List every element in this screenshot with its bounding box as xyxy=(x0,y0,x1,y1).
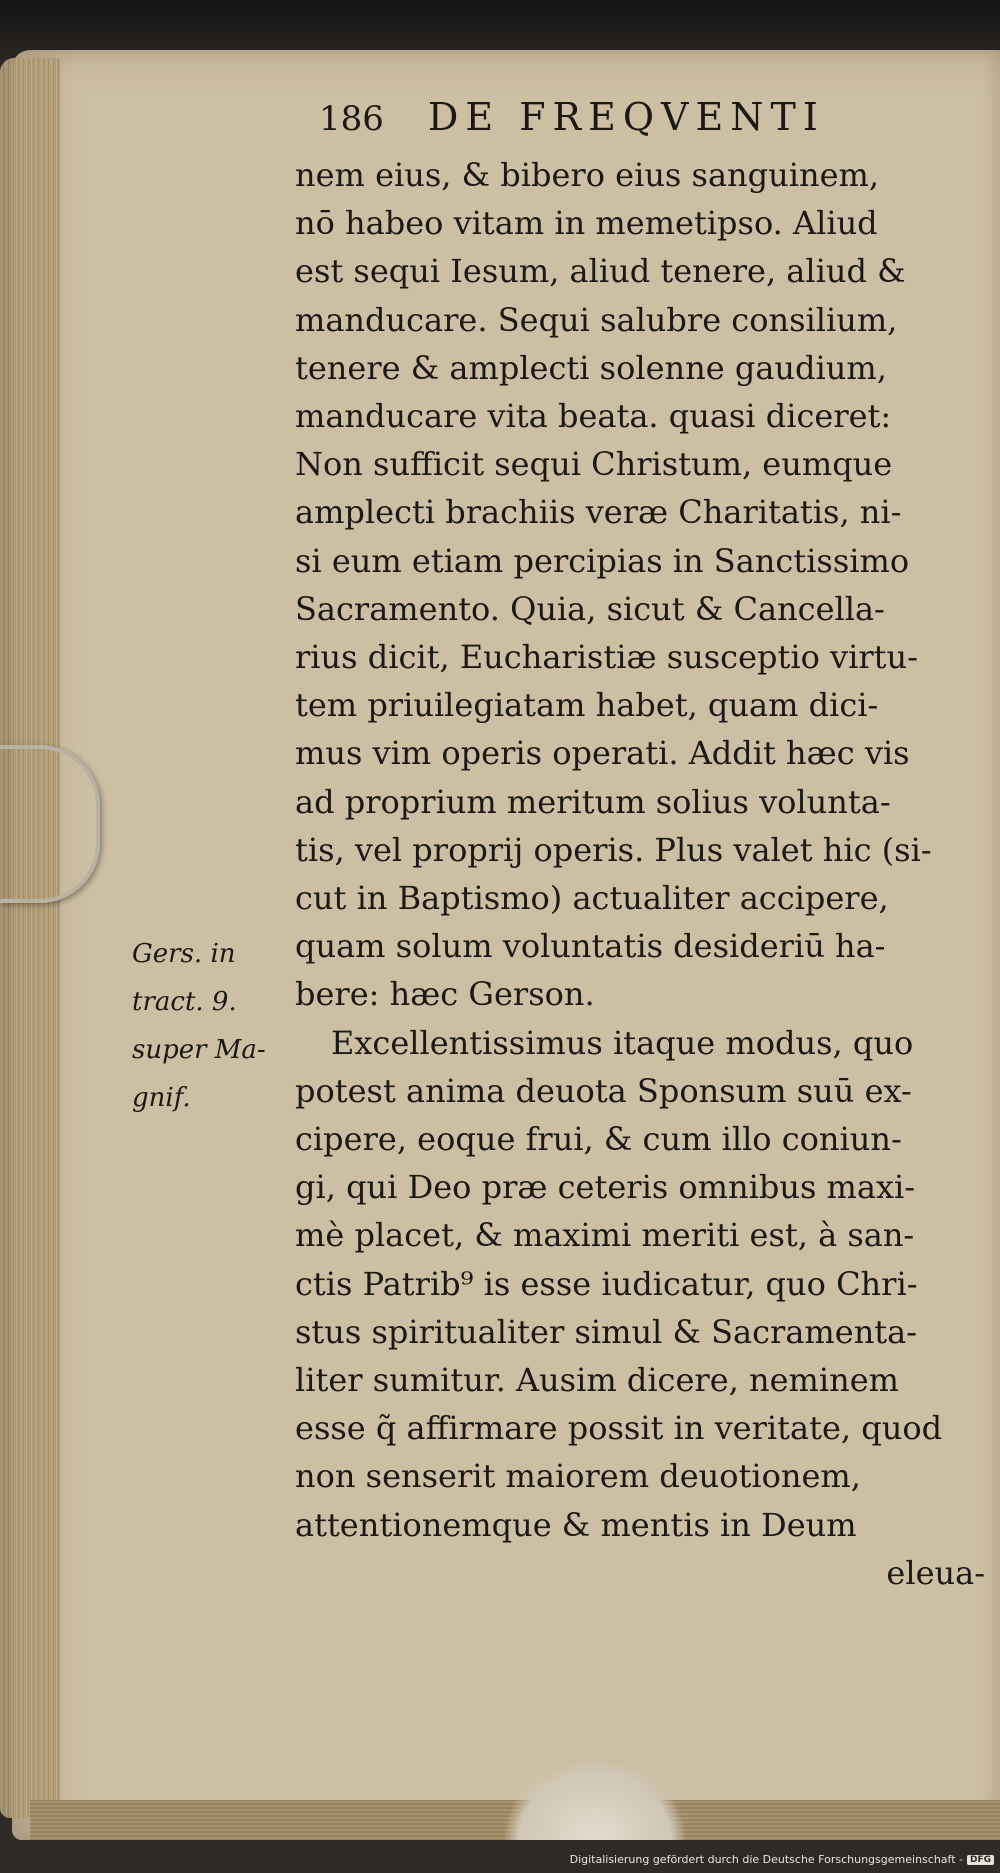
text-line: quam solum voluntatis desideriū ha- xyxy=(295,927,886,966)
text-line: manducare vita beata. quasi diceret: xyxy=(295,397,892,436)
text-line: tis, vel proprij operis. Plus valet hic (si- xyxy=(295,830,932,869)
margin-note-line: super Ma- xyxy=(132,1035,266,1065)
text-line: stus spiritualiter simul & Sacramenta- xyxy=(295,1312,918,1351)
text-line: cipere, eoque frui, & cum illo coniun- xyxy=(295,1120,902,1159)
catchword: eleua- xyxy=(886,1553,985,1592)
credit-text: Digitalisierung gefördert durch die Deutsche Forschungsgemeinschaft - xyxy=(569,1853,963,1866)
text-line: mus vim operis operati. Addit hæc vis xyxy=(295,734,910,773)
page-text xyxy=(295,95,985,1597)
digitization-credit xyxy=(570,1853,994,1866)
text-line: nem eius, & bibero eius sanguinem, xyxy=(295,156,880,194)
text-line: Excellentissimus itaque modus, quo xyxy=(331,1023,914,1062)
text-line: potest anima deuota Sponsum suū ex- xyxy=(295,1071,912,1110)
text-line: amplecti brachiis veræ Charitatis, ni- xyxy=(295,493,902,532)
text-line: non senserit maiorem deuotionem, xyxy=(295,1457,861,1496)
text-line: esse q̃ affirmare possit in veritate, quod xyxy=(295,1409,943,1448)
text-line: mè placet, & maximi meriti est, à san- xyxy=(295,1216,915,1255)
text-line: est sequi Iesum, aliud tenere, aliud & xyxy=(295,252,906,291)
text-line: attentionemque & mentis in Deum xyxy=(295,1505,857,1544)
body-text xyxy=(295,151,985,1597)
margin-note-line: gnif. xyxy=(132,1083,191,1113)
text-line: nō habeo vitam in memetipso. Aliud xyxy=(295,204,878,243)
running-title: DE FREQVENTI xyxy=(427,95,825,139)
margin-note-line: tract. 9. xyxy=(132,987,237,1017)
text-line: rius dicit, Eucharistiæ susceptio virtu- xyxy=(295,638,918,677)
page-header xyxy=(319,95,985,151)
text-line: Non sufficit sequi Christum, eumque xyxy=(295,445,893,484)
margin-note xyxy=(132,930,292,1122)
text-line: manducare. Sequi salubre consilium, xyxy=(295,300,898,339)
text-line: bere: hæc Gerson. xyxy=(295,975,595,1014)
dfg-logo: DFG xyxy=(967,1855,994,1865)
text-line: tenere & amplecti solenne gaudium, xyxy=(295,348,887,387)
text-line: si eum etiam percipias in Sanctissimo xyxy=(295,541,910,580)
text-line: gi, qui Deo præ ceteris omnibus maxi- xyxy=(295,1168,916,1207)
text-line: Sacramento. Quia, sicut & Cancella- xyxy=(295,589,885,628)
text-line: ad proprium meritum solius volunta- xyxy=(295,782,891,821)
text-line: cut in Baptismo) actualiter accipere, xyxy=(295,879,889,918)
text-line: ctis Patrib⁹ is esse iudicatur, quo Chri- xyxy=(295,1264,918,1303)
text-line: liter sumitur. Ausim dicere, neminem xyxy=(295,1361,899,1400)
margin-note-line: Gers. in xyxy=(132,939,236,969)
page-number: 186 xyxy=(319,99,384,139)
holding-thumb xyxy=(505,1760,685,1840)
page-clip xyxy=(0,745,100,903)
text-line: tem priuilegiatam habet, quam dici- xyxy=(295,686,879,725)
page-fore-edge xyxy=(0,58,60,1818)
